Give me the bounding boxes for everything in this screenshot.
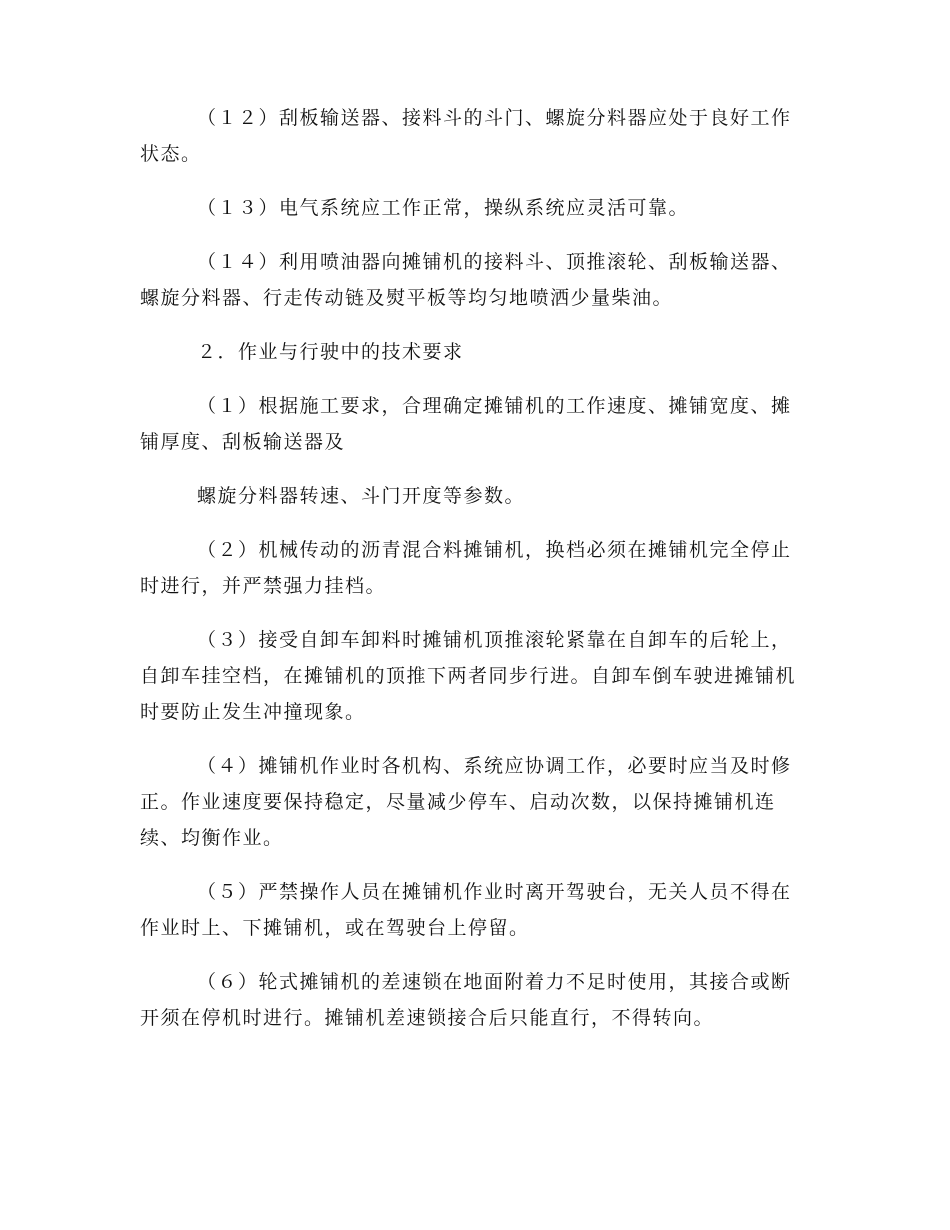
- document-body: [140, 100, 810, 1054]
- paragraph-item-1-continued: 螺旋分料器转速、斗门开度等参数。: [197, 485, 526, 507]
- paragraph-item-1: （１）根据施工要求，合理确定摊铺机的工作速度、摊铺宽度、摊铺厚度、刮板输送器及: [140, 395, 792, 453]
- paragraph-item-4: （４）摊铺机作业时各机构、系统应协调工作，必要时应当及时修正。作业速度要保持稳定，尽量减少停车、启动次数，以保持摊铺机连续、均衡作业。: [140, 755, 792, 849]
- paragraph-item-2: （２）机械传动的沥青混合料摊铺机，换档必须在摊铺机完全停止时进行，并严禁强力挂档。: [140, 539, 792, 597]
- paragraph-item-12: （１２）刮板输送器、接料斗的斗门、螺旋分料器应处于良好工作状态。: [140, 107, 792, 165]
- paragraph-item-6: （６）轮式摊铺机的差速锁在地面附着力不足时使用，其接合或断开须在停机时进行。摊铺机差速锁接合后只能直行，不得转向。: [140, 971, 792, 1029]
- paragraph-item-13: （１３）电气系统应工作正常，操纵系统应灵活可靠。: [197, 197, 690, 219]
- paragraph-item-5: （５）严禁操作人员在摊铺机作业时离开驾驶台，无关人员不得在作业时上、下摊铺机，或在驾驶台上停留。: [140, 881, 792, 939]
- paragraph-item-14: （１４）利用喷油器向摊铺机的接料斗、顶推滚轮、刮板输送器、螺旋分料器、行走传动链及熨平板等均匀地喷洒少量柴油。: [140, 251, 792, 309]
- paragraph-item-3: （３）接受自卸车卸料时摊铺机顶推滚轮紧靠在自卸车的后轮上，自卸车挂空档，在摊铺机的顶推下两者同步行进。自卸车倒车驶进摊铺机时要防止发生冲撞现象。: [140, 629, 797, 723]
- section-heading: ２．作业与行驶中的技术要求: [197, 341, 464, 363]
